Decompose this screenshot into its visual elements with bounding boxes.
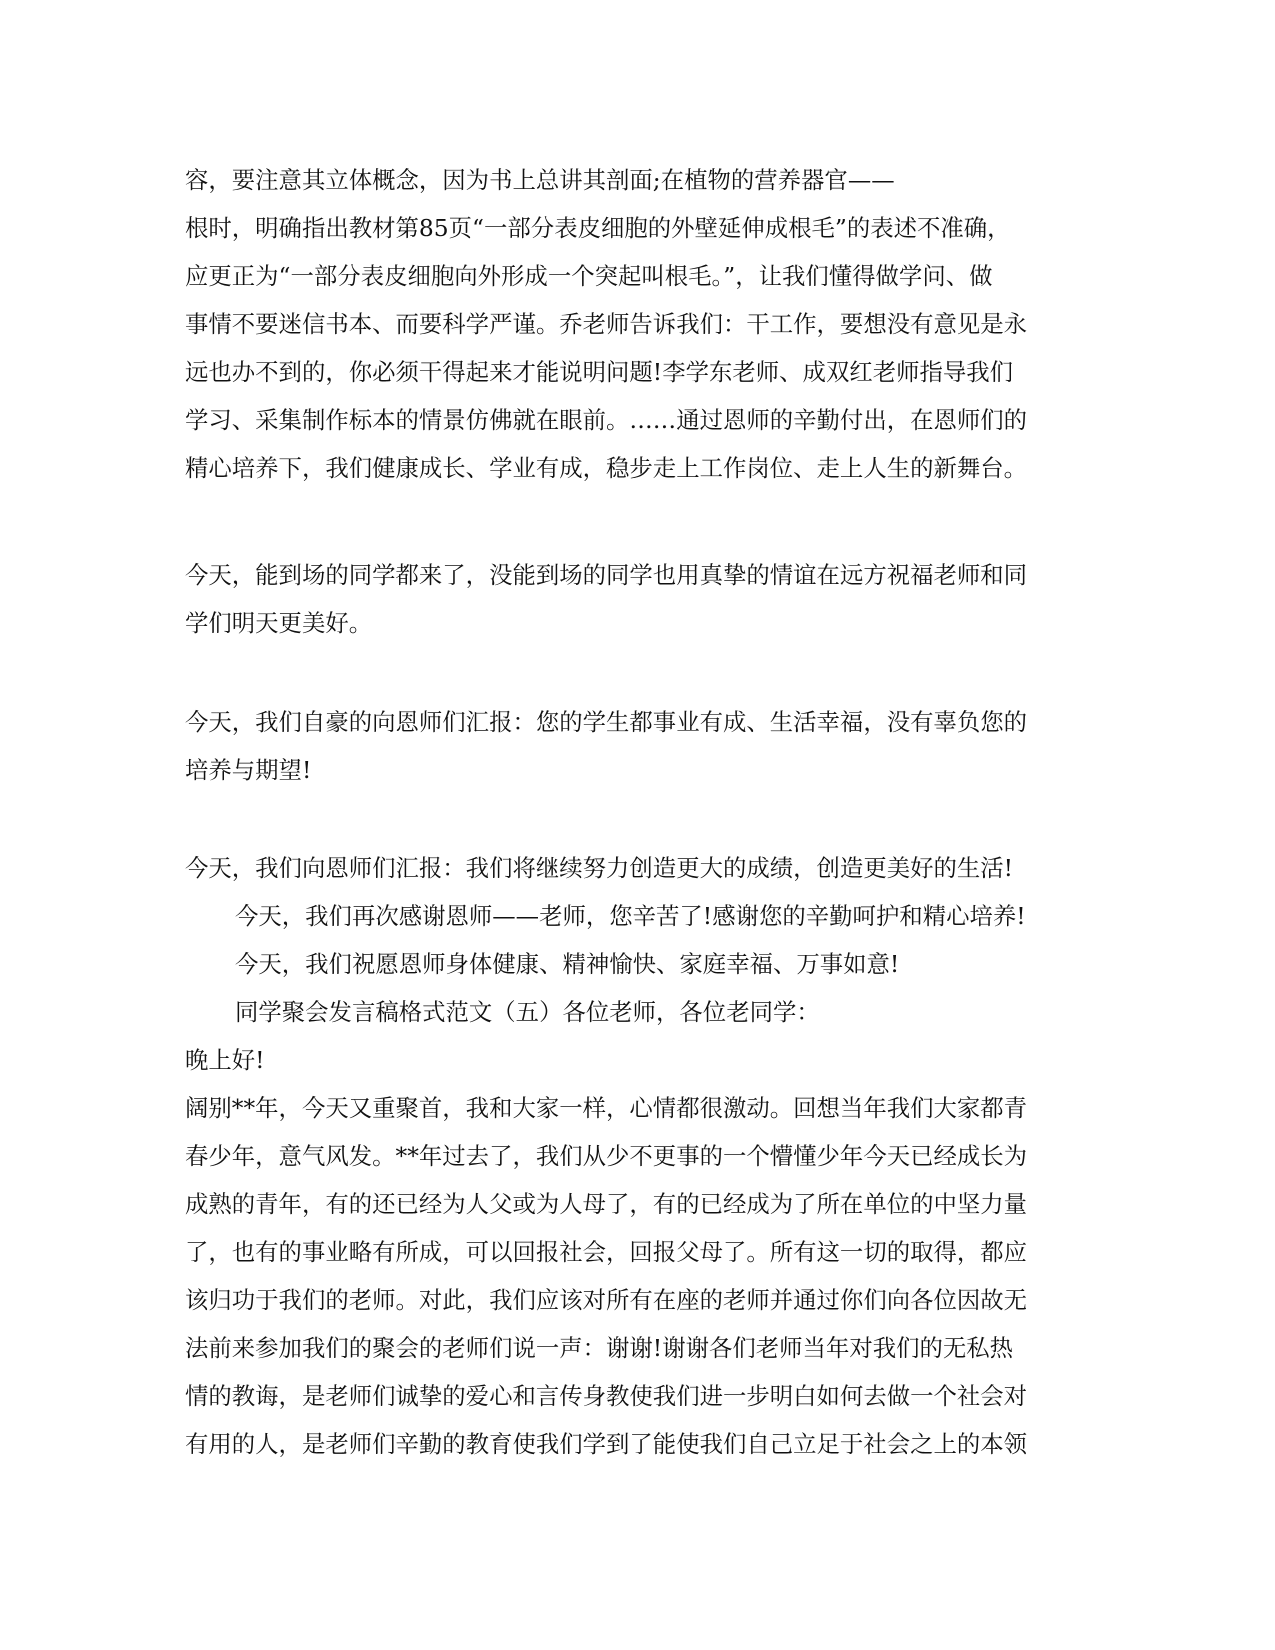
text-line: 应更正为“一部分表皮细胞向外形成一个突起叫根毛。”，让我们懂得做学问、做	[185, 262, 993, 290]
paragraph-report-to-teachers	[185, 698, 1090, 794]
text-line: 远也办不到的，你必须干得起来才能说明问题!李学东老师、成双红老师指导我们	[185, 358, 1014, 386]
paragraph-teachers-guidance	[185, 156, 1090, 492]
text-line: 今天，我们再次感谢恩师——老师，您辛苦了!感谢您的辛勤呵护和精心培养!	[235, 902, 1026, 930]
text-line: 阔别**年，今天又重聚首，我和大家一样，心情都很激动。回想当年我们大家都青	[185, 1094, 1028, 1122]
text-line: 今天，我们祝愿恩师身体健康、精神愉快、家庭幸福、万事如意!	[235, 950, 900, 978]
text-line: 情的教诲，是老师们诚挚的爱心和言传身教使我们进一步明白如何去做一个社会对	[185, 1382, 1028, 1410]
text-line: 成熟的青年，有的还已经为人父或为人母了，有的已经成为了所在单位的中坚力量	[185, 1190, 1028, 1218]
text-line: 容，要注意其立体概念，因为书上总讲其剖面;在植物的营养器官——	[185, 166, 895, 194]
text-line: 今天，我们自豪的向恩师们汇报：您的学生都事业有成、生活幸福，没有辜负您的	[185, 708, 1028, 736]
text-line: 今天，我们向恩师们汇报：我们将继续努力创造更大的成绩，创造更美好的生活!	[185, 854, 1014, 882]
text-line: 学习、采集制作标本的情景仿佛就在眼前。……通过恩师的辛勤付出，在恩师们的	[185, 406, 1028, 434]
text-line: 学们明天更美好。	[185, 609, 373, 637]
text-line: 法前来参加我们的聚会的老师们说一声：谢谢!谢谢各们老师当年对我们的无私热	[185, 1334, 1014, 1362]
paragraph-speech-sample-five	[185, 844, 1090, 1468]
text-line: 该归功于我们的老师。对此，我们应该对所有在座的老师并通过你们向各位因故无	[185, 1286, 1028, 1314]
greeting-line: 晚上好!	[185, 1046, 265, 1074]
text-line: 根时，明确指出教材第85页“一部分表皮细胞的外壁延伸成根毛”的表述不准确，	[185, 214, 1011, 242]
section-heading: 同学聚会发言稿格式范文（五）各位老师，各位老同学：	[235, 998, 820, 1026]
paragraph-classmates-attend	[185, 551, 1090, 647]
text-line: 培养与期望!	[185, 756, 312, 784]
text-line: 了，也有的事业略有所成，可以回报社会，回报父母了。所有这一切的取得，都应	[185, 1238, 1028, 1266]
text-line: 今天，能到场的同学都来了，没能到场的同学也用真挚的情谊在远方祝福老师和同	[185, 561, 1028, 589]
text-line: 有用的人，是老师们辛勤的教育使我们学到了能使我们自己立足于社会之上的本领	[185, 1430, 1028, 1458]
text-line: 事情不要迷信书本、而要科学严谨。乔老师告诉我们：干工作，要想没有意见是永	[185, 310, 1028, 338]
text-line: 精心培养下，我们健康成长、学业有成，稳步走上工作岗位、走上人生的新舞台。	[185, 454, 1028, 482]
text-line: 春少年，意气风发。**年过去了，我们从少不更事的一个懵懂少年今天已经成长为	[185, 1142, 1028, 1170]
